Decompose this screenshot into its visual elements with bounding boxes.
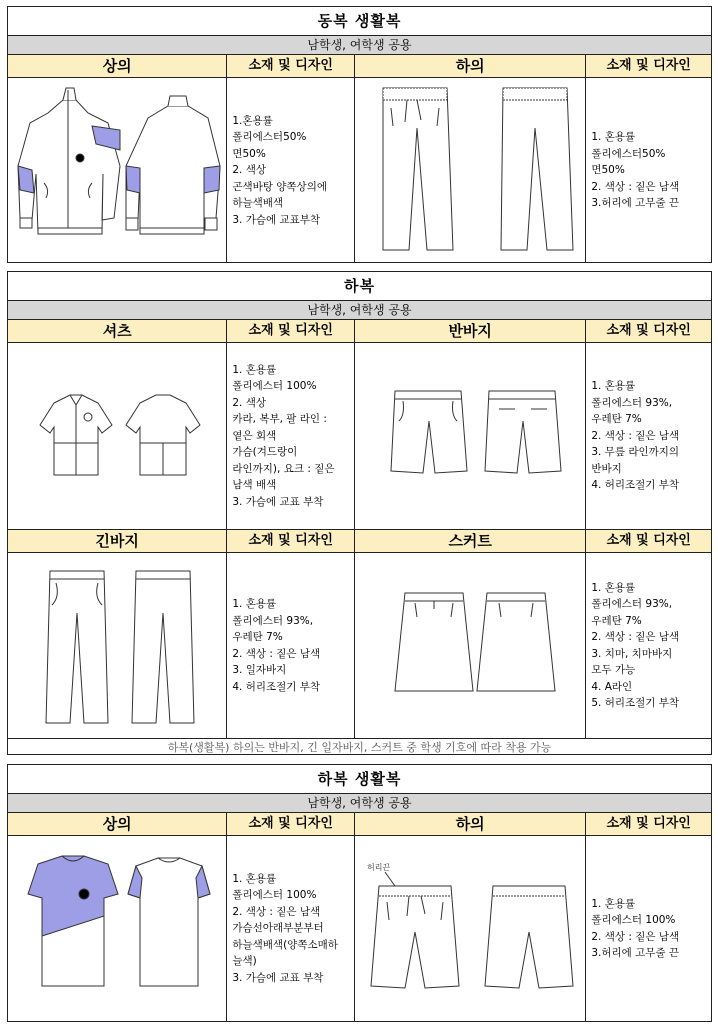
summer-skirt-label: 스커트 <box>355 530 586 552</box>
winter-section <box>7 6 712 263</box>
desc-line: 반바지 <box>591 462 622 475</box>
summer-shorts-label: 반바지 <box>355 320 586 342</box>
desc-line: 5. 허리조절기 부착 <box>591 697 680 709</box>
desc-line: 곤색바탕 양쪽상의에 <box>232 180 327 193</box>
summer-casual-bottom-illustration <box>355 836 586 1021</box>
summer-header-row-1 <box>8 320 711 343</box>
winter-top-illustration <box>8 78 227 263</box>
desc-line: 2. 색상 : 짙은 남색 <box>232 905 321 918</box>
desc-line: 3. 치마, 치마바지 <box>591 647 673 660</box>
summer-shirt-label: 셔츠 <box>8 320 227 342</box>
desc-line: 하늘색배색(양쪽소매하 <box>232 938 338 951</box>
desc-line: 폴리에스터 100% <box>232 889 317 902</box>
desc-line: 2. 색상 : 짙은 남색 <box>591 180 680 193</box>
desc-line: 4. A라인 <box>591 680 633 693</box>
desc-line: 우레탄 7% <box>232 631 283 643</box>
desc-line: 3. 무릎 라인까지의 <box>591 446 680 459</box>
desc-line: 2. 색상 : 짙은 남색 <box>591 930 680 943</box>
winter-shared-label: 남학생, 여학생 공용 <box>8 36 711 55</box>
desc-line: 3. 가슴에 교표부착 <box>232 213 321 226</box>
winter-bottom-illustration <box>355 78 586 263</box>
desc-line: 1. 혼용률 <box>591 380 636 393</box>
summer-skirt-material-label: 소재 및 디자인 <box>606 533 691 548</box>
desc-line: 가슴선아래부분부터 <box>232 922 324 935</box>
winter-header-row <box>8 55 711 78</box>
desc-line: 4. 허리조절기 부착 <box>232 680 321 693</box>
desc-line: 폴리에스터50% <box>232 131 307 144</box>
summer-casual-bottom-description <box>586 836 711 1021</box>
desc-line: 폴리에스터 93%, <box>591 598 673 610</box>
summer-header-row-2 <box>8 530 711 553</box>
desc-line: 폴리에스터 100% <box>591 914 676 926</box>
summer-long-pants-illustration <box>8 553 227 738</box>
desc-line: 하늘색배색 <box>232 197 284 210</box>
summer-long-pants-description <box>227 553 355 738</box>
summer-long-pants-label: 긴바지 <box>8 530 227 552</box>
desc-line: 폴리에스터50% <box>591 147 666 160</box>
summer-casual-bottom-label: 하의 <box>355 813 586 835</box>
summer-shirt-illustration <box>8 343 227 529</box>
desc-line: 폴리에스터 93%, <box>232 614 314 627</box>
summer-casual-top-label: 상의 <box>8 813 227 835</box>
desc-line: 2. 색상 : 짙은 남색 <box>591 429 680 442</box>
desc-line: 1. 혼용률 <box>591 581 636 594</box>
desc-line: 2. 색상 <box>232 396 267 409</box>
summer-long-pants-material-label: 소재 및 디자인 <box>227 530 355 552</box>
summer-skirt-description <box>586 553 711 738</box>
summer-casual-top-material-label: 소재 및 디자인 <box>227 813 355 835</box>
summer-shorts-material-label: 소재 및 디자인 <box>606 323 691 338</box>
desc-line: 3.허리에 고무줄 끈 <box>591 197 680 210</box>
winter-top-material-label: 소재 및 디자인 <box>227 55 355 77</box>
winter-title: 동복 생활복 <box>8 7 711 36</box>
summer-section <box>7 271 712 755</box>
desc-line: 폴리에스터 93%, <box>591 396 673 409</box>
winter-bottom-material-label: 소재 및 디자인 <box>606 58 691 73</box>
summer-casual-bottom-material-label: 소재 및 디자인 <box>606 816 691 831</box>
desc-line: 2. 색상 : 짙은 남색 <box>591 631 680 643</box>
desc-line: 면50% <box>591 164 625 177</box>
desc-line: 2. 색상 : 짙은 남색 <box>232 647 321 660</box>
desc-line: 1. 혼용률 <box>232 598 277 610</box>
summer-shorts-description <box>586 343 711 529</box>
desc-line: 우레탄 7% <box>591 413 642 426</box>
waist-tag-label: 허리끈 <box>367 863 391 872</box>
desc-line: 카라, 복부, 팔 라인 : <box>232 413 327 426</box>
desc-line: 면50% <box>232 147 266 160</box>
summer-shorts-illustration <box>355 343 586 529</box>
desc-line: 3. 일자바지 <box>232 664 287 676</box>
desc-line: 옅은 회색 <box>232 429 277 442</box>
desc-line: 라인까지), 요크 : 짙은 <box>232 462 335 475</box>
desc-line: 1.혼용률 <box>232 114 273 127</box>
desc-line: 1. 혼용률 <box>591 131 636 144</box>
desc-line: 3. 가슴에 교표 부착 <box>232 971 324 984</box>
winter-top-description <box>227 78 355 263</box>
desc-line: 1. 혼용률 <box>232 363 277 376</box>
desc-line: 1. 혼용률 <box>591 897 636 910</box>
desc-line: 3.허리에 고무줄 끈 <box>591 947 680 959</box>
summer-casual-title: 하복 생활복 <box>8 765 711 794</box>
desc-line: 1. 혼용률 <box>232 872 277 885</box>
desc-line: 모두 가능 <box>591 664 636 676</box>
desc-line: 2. 색상 <box>232 164 267 177</box>
desc-line: 우레탄 7% <box>591 614 642 627</box>
summer-title: 하복 <box>8 272 711 301</box>
summer-footnote: 하복(생활복) 하의는 반바지, 긴 일자바지, 스커트 중 학생 기호에 따라 착용 가능 <box>167 741 552 754</box>
summer-casual-top-illustration <box>8 836 227 1021</box>
winter-top-label: 상의 <box>8 55 227 77</box>
summer-shared-label: 남학생, 여학생 공용 <box>8 301 711 320</box>
summer-shirt-material-label: 소재 및 디자인 <box>227 320 355 342</box>
desc-line: 4. 허리조절기 부착 <box>591 479 680 492</box>
summer-casual-top-description <box>227 836 355 1021</box>
desc-line: 3. 가슴에 교표 부착 <box>232 495 324 508</box>
winter-bottom-label: 하의 <box>355 55 586 77</box>
desc-line: 늘색) <box>232 955 257 968</box>
desc-line: 남색 배색 <box>232 479 277 492</box>
winter-bottom-description <box>586 78 711 263</box>
desc-line: 폴리에스터 100% <box>232 380 317 393</box>
summer-casual-header-row <box>8 813 711 836</box>
summer-casual-shared-label: 남학생, 여학생 공용 <box>8 794 711 813</box>
summer-skirt-illustration <box>355 553 586 738</box>
desc-line: 가슴(겨드랑이 <box>232 446 298 459</box>
summer-casual-section <box>7 764 712 1022</box>
summer-shirt-description <box>227 343 355 529</box>
